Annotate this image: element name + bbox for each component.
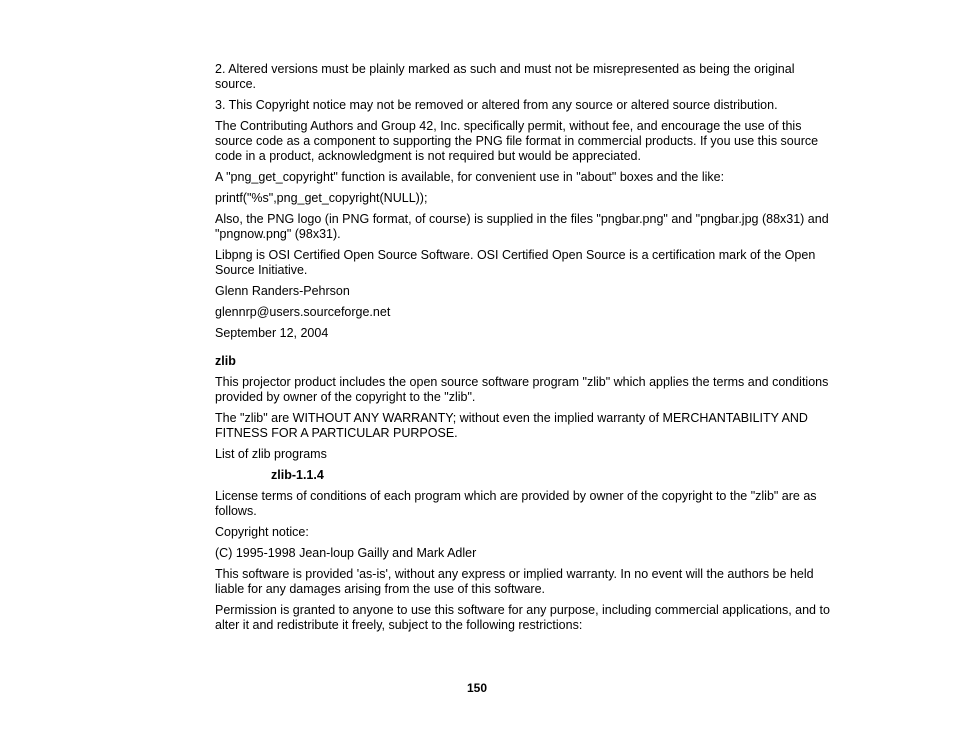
png-contributing-paragraph: The Contributing Authors and Group 42, Inc. specifically permit, without fee, and encourage the use of this source code as a component to supporting the PNG file format in commercial products. If you use this source code in a product, acknowledgment is not required but would be appreciated. [215, 119, 819, 163]
zlib-intro: This projector product includes the open source software program "zlib" which applies the terms and conditions provided by owner of the copyright to the "zlib". [215, 375, 829, 404]
png-logo-note: Also, the PNG logo (in PNG format, of course) is supplied in the files "pngbar.png" and "pngbar.jpg (88x31) and "pngnow.png" (98x31). [215, 212, 829, 241]
png-osi-note: Libpng is OSI Certified Open Source Software. OSI Certified Open Source is a certification mark of the Open Source Initiative. [215, 248, 816, 277]
zlib-warranty: The "zlib" are WITHOUT ANY WARRANTY; without even the implied warranty of MERCHANTABILITY AND FITNESS FOR A PARTICULAR PURPOSE. [215, 411, 808, 440]
page-number: 150 [466, 681, 488, 695]
zlib-permission: Permission is granted to anyone to use this software for any purpose, including commercial applications, and to alter it and redistribute it freely, subject to the following restrictions: [215, 603, 830, 632]
zlib-license-terms: License terms of conditions of each program which are provided by owner of the copyright to the "zlib" are as follows. [215, 489, 817, 518]
document-body [215, 62, 830, 639]
zlib-as-is: This software is provided 'as-is', without any express or implied warranty. In no event will the authors be held liable for any damages arising from the use of this software. [215, 567, 814, 596]
png-printf-line: printf("%s",png_get_copyright(NULL)); [215, 191, 428, 205]
zlib-heading: zlib [215, 354, 236, 368]
png-date: September 12, 2004 [215, 326, 329, 340]
zlib-copyright-line: (C) 1995-1998 Jean-loup Gailly and Mark Adler [215, 546, 477, 560]
zlib-list-label: List of zlib programs [215, 447, 327, 461]
zlib-copyright-label: Copyright notice: [215, 525, 309, 539]
png-item-3: 3. This Copyright notice may not be removed or altered from any source or altered source distribution. [215, 98, 778, 112]
png-author-email: glennrp@users.sourceforge.net [215, 305, 391, 319]
zlib-program-name: zlib-1.1.4 [271, 468, 324, 482]
png-item-2: 2. Altered versions must be plainly marked as such and must not be misrepresented as being the original source. [215, 62, 795, 91]
png-function-note: A "png_get_copyright" function is available, for convenient use in "about" boxes and the like: [215, 170, 725, 184]
png-author-name: Glenn Randers-Pehrson [215, 284, 350, 298]
